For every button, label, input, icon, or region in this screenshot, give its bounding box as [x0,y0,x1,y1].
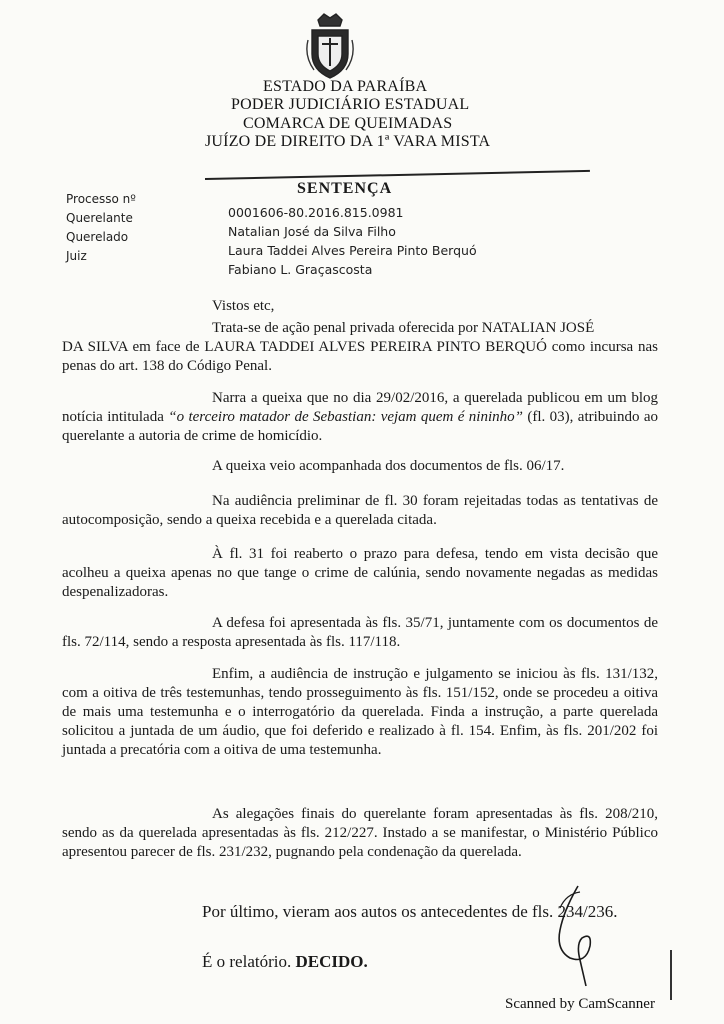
paragraph-4: Na audiência preliminar de fl. 30 foram rejeitadas todas as tentativas de autocomposição, sendo a queixa recebida e a querelada citada. [62,493,658,528]
value-querelante: Natalian José da Silva Filho [228,224,396,239]
coat-of-arms-icon [304,10,356,82]
margin-mark [668,950,674,1000]
closing-text: É o relatório. [202,952,296,971]
header-state: ESTADO DA PARAÍBA [263,78,428,95]
paragraph-8: As alegações finais do querelante foram apresentadas às fls. 208/210, sendo as da querelada apresentadas às fls. 212/227. Instado a se manifestar, o Ministério Público apresentou parecer de fls. 231/232, pugnando pela condenação da querelada. [62,806,658,860]
label-juiz: Juiz [66,249,87,263]
paragraph-2-quote: “o terceiro matador de Sebastian: vejam quem é nininho” [168,409,523,425]
paragraph-2 [62,389,658,446]
value-querelado: Laura Taddei Alves Pereira Pinto Berquó [228,243,477,258]
scanner-watermark: Scanned by CamScanner [505,996,655,1012]
paragraph-9: Por último, vieram aos autos os antecedentes de fls. 234/236. [202,902,618,921]
label-querelante: Querelante [66,211,133,225]
decido-word: DECIDO. [295,952,368,971]
paragraph-2-text-b: (fl. 03), atribuindo ao querelante a autoria de crime de homicídio. [62,409,658,444]
header-comarca: COMARCA DE QUEIMADAS [243,115,453,132]
paragraph-7: Enfim, a audiência de instrução e julgamento se iniciou às fls. 131/132, com a oitiva de três testemunhas, tendo prosseguimento às fls. 151/152, onde se procedeu a oitiva de mais uma testemunha e o interrogatório da querelada. Finda a instrução, a parte querelada solicitou a juntada de um áudio, que foi deferido e realizado à fl. 154. Enfim, às fls. 201/202 foi juntada a precatória com a oitiva de uma testemunha. [62,666,658,758]
label-querelado: Querelado [66,230,129,244]
header-judiciary: PODER JUDICIÁRIO ESTADUAL [231,96,470,113]
value-juiz: Fabiano L. Graçascosta [228,262,373,277]
paragraph-6: A defesa foi apresentada às fls. 35/71, juntamente com os documentos de fls. 72/114, sendo a resposta apresentada às fls. 117/118. [62,615,658,650]
label-processo: Processo nº [66,192,136,206]
vistos-line: Vistos etc, [212,298,275,314]
paragraph-1-first-line: Trata-se de ação penal privada oferecida por NATALIAN JOSÉ [212,320,595,336]
paragraph-5: À fl. 31 foi reaberto o prazo para defesa, tendo em vista decisão que acolheu a queixa apenas no que tange o crime de calúnia, sendo novamente negadas as medidas despenalizadoras. [62,546,658,600]
value-processo: 0001606-80.2016.815.0981 [228,205,404,220]
paragraph-3: A queixa veio acompanhada dos documentos de fls. 06/17. [212,458,565,474]
paragraph-1-rest: DA SILVA em face de LAURA TADDEI ALVES PEREIRA PINTO BERQUÓ como incursa nas penas do art. 138 do Código Penal. [62,339,658,374]
signature-mark [520,880,610,990]
paragraph-2-text-a: Narra a queixa que no dia 29/02/2016, a querelada publicou em um blog notícia intitulada [62,390,658,425]
closing-line [202,952,368,972]
header-court: JUÍZO DE DIREITO DA 1ª VARA MISTA [205,133,491,150]
header-rule [205,170,590,180]
document-title: SENTENÇA [297,180,393,197]
